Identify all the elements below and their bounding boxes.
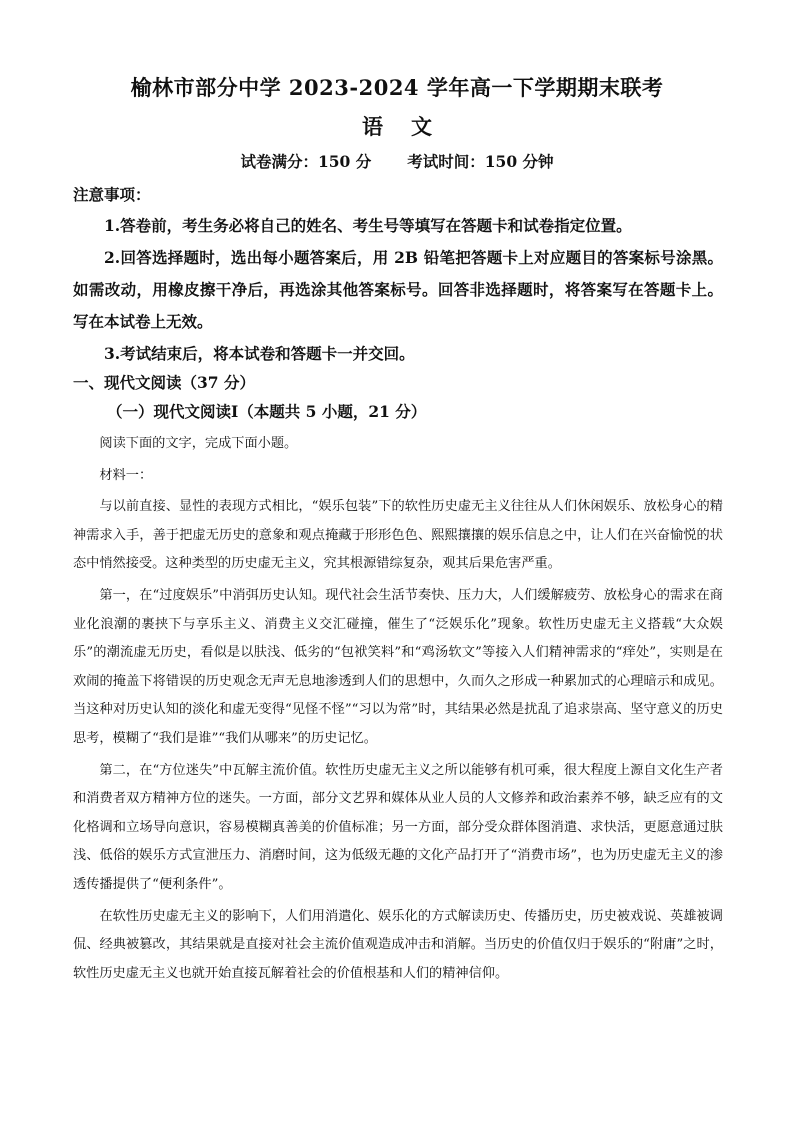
exam-time: 考试时间：150 分钟 [407, 152, 554, 171]
full-score: 试卷满分：150 分 [240, 152, 372, 171]
paragraph: 在软性历史虚无主义的影响下，人们用消遣化、娱乐化的方式解读历史、传播历史，历史被戏说、英雄被调侃、经典被篡改，其结果就是直接对社会主流价值观造成冲击和消解。当历史的价值仅归于娱乐的“附庸”之时，软性历史虚无主义也就开始直接瓦解着社会的价值根基和人们的精神信仰。 [73, 908, 723, 981]
notice-item: 1.答卷前，考生务必将自己的姓名、考生号等填写在答题卡和试卷指定位置。 [104, 216, 632, 235]
exam-title: 榆林市部分中学 2023-2024 学年高一下学期期末联考 [130, 75, 664, 100]
notice-title: 注意事项： [73, 185, 151, 204]
notice-item: 3.考试结束后，将本试卷和答题卡一并交回。 [104, 344, 415, 363]
section-title: 一、现代文阅读（37 分） [73, 373, 255, 392]
material-label: 材料一： [99, 467, 153, 483]
paragraph: 与以前直接、显性的表现方式相比，“娱乐包装”下的软性历史虚无主义往往从人们休闲娱乐、放松身心的精神需求入手，善于把虚无历史的意象和观点掩藏于形形色色、熙熙攘攘的娱乐信息之中，让人们在兴奋愉悦的状态中悄然接受。这种类型的历史虚无主义，究其根源错综复杂，观其后果危害严重。 [73, 499, 723, 572]
exam-meta [0, 150, 794, 172]
reading-passage [73, 430, 723, 988]
notice-list [73, 210, 723, 370]
subsection-title: （一）现代文阅读Ⅰ（本题共 5 小题，21 分） [107, 402, 427, 421]
paragraph: 第二，在“方位迷失”中瓦解主流价值。软性历史虚无主义之所以能够有机可乘，很大程度上源自文化生产者和消费者双方精神方位的迷失。一方面，部分文艺界和媒体从业人员的人文修养和政治素养不够，缺乏应有的文化格调和立场导向意识，容易模糊真善美的价值标准；另一方面，部分受众群体图消遣、求快活，更愿意通过肤浅、低俗的娱乐方式宣泄压力、消磨时间，这为低级无趣的文化产品打开了“消费市场”，也为历史虚无主义的渗透传播提供了“便利条件”。 [73, 762, 723, 892]
paragraph: 第一，在“过度娱乐”中消弭历史认知。现代社会生活节奏快、压力大，人们缓解疲劳、放松身心的需求在商业化浪潮的裹挟下与享乐主义、消费主义交汇碰撞，催生了“泛娱乐化”现象。软性历史虚无主义搭载“大众娱乐”的潮流虚无历史，看似是以肤浅、低劣的“包袱笑料”和“鸡汤软文”等接入人们精神需求的“痒处”，实则是在欢闹的掩盖下将错误的历史观念无声无息地渗透到人们的思想中，久而久之形成一种累加式的心理暗示和成见。当这种对历史认知的淡化和虚无变得“见怪不怪”“习以为常”时，其结果必然是扰乱了追求崇高、坚守意义的历史思考，模糊了“我们是谁”“我们从哪来”的历史记忆。 [73, 587, 723, 746]
instruction: 阅读下面的文字，完成下面小题。 [99, 436, 298, 451]
notice-item: 2.回答选择题时，选出每小题答案后，用 2B 铅笔把答题卡上对应题目的答案标号涂黑。如需改动，用橡皮擦干净后，再选涂其他答案标号。回答非选择题时，将答案写在答题卡上。写在本试卷上无效。 [73, 248, 723, 331]
subject-title: 语文 [362, 114, 460, 139]
